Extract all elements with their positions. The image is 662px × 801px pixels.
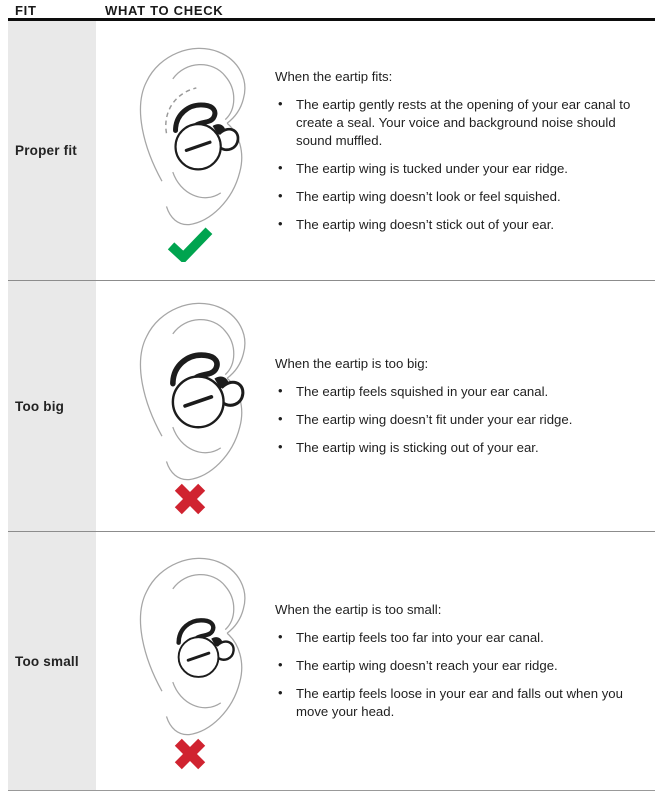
fit-label: Too big — [15, 398, 65, 414]
bullet-item: • The eartip feels loose in your ear and falls out when you move your head. — [275, 685, 655, 721]
bullet-item: • The eartip feels squished in your ear canal. — [275, 383, 655, 401]
table-row — [8, 21, 655, 280]
table-row — [8, 280, 655, 531]
x-icon — [172, 481, 208, 517]
column-header-what-to-check: WHAT TO CHECK — [105, 3, 224, 18]
check-icon — [167, 226, 213, 262]
fit-label: Proper fit — [15, 143, 78, 158]
illustration-cell — [105, 550, 275, 772]
bullet-item: • The eartip feels too far into your ear canal. — [275, 629, 655, 647]
row-intro: When the eartip fits: — [275, 68, 393, 84]
table-row — [8, 531, 655, 790]
row-intro: When the eartip is too big: — [275, 356, 429, 371]
bullet-item: • The eartip wing is sticking out of your ear. — [275, 439, 655, 457]
ear-too-small-illustration — [122, 550, 258, 740]
table-header — [8, 0, 655, 21]
bullet-item: • The eartip wing doesn’t stick out of your ear. — [275, 216, 655, 234]
row-intro: When the eartip is too small: — [275, 602, 442, 617]
fit-cell — [8, 281, 96, 531]
x-icon — [172, 736, 208, 772]
fit-cell — [8, 532, 96, 790]
fit-label: Too small — [15, 653, 79, 669]
what-to-check-cell — [275, 68, 655, 234]
illustration-cell — [105, 40, 275, 262]
bullet-item: • The eartip wing doesn’t fit under your ear ridge. — [275, 411, 655, 429]
column-header-fit: FIT — [15, 3, 37, 18]
fit-table — [8, 21, 655, 791]
fit-cell — [8, 21, 96, 280]
what-to-check-cell — [275, 601, 655, 721]
bullet-item: • The eartip wing is tucked under your ear ridge. — [275, 160, 655, 178]
bullet-item: • The eartip gently rests at the opening of your ear canal to create a seal. Your voice and background noise should sound muffled. — [275, 96, 655, 150]
ear-proper-fit-illustration — [122, 40, 258, 230]
bullet-list — [275, 96, 655, 234]
what-to-check-cell — [275, 355, 655, 457]
ear-too-big-illustration — [122, 295, 258, 485]
illustration-cell — [105, 295, 275, 517]
bullet-list — [275, 383, 655, 457]
bullet-item: • The eartip wing doesn’t look or feel squished. — [275, 188, 655, 206]
earbud-drawing — [173, 355, 243, 427]
bullet-list — [275, 629, 655, 721]
earbud-drawing — [166, 87, 238, 168]
bullet-item: • The eartip wing doesn’t reach your ear ridge. — [275, 657, 655, 675]
